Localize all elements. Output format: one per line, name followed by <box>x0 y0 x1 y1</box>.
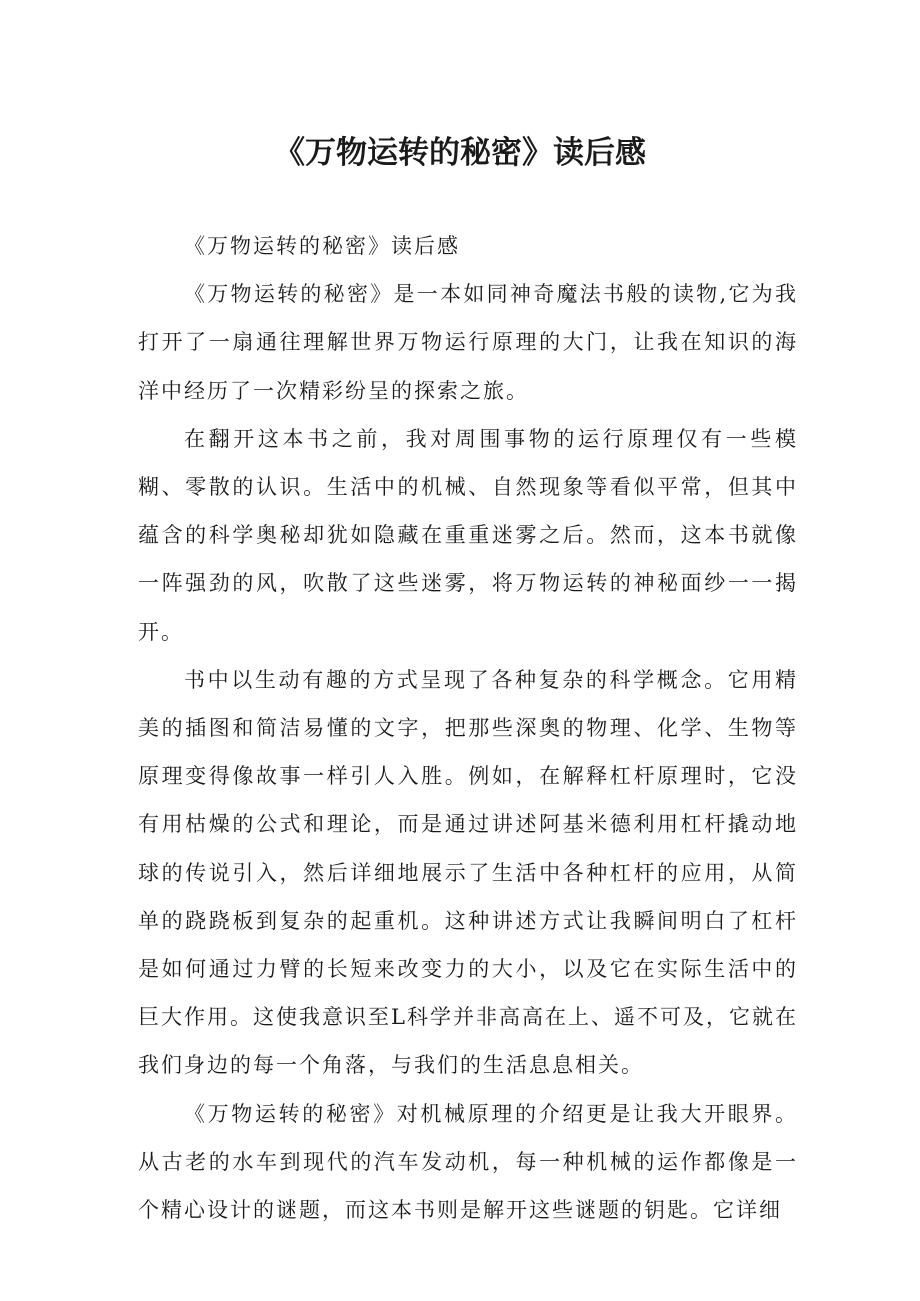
document-body <box>138 222 798 1234</box>
document-subtitle: 《万物运转的秘密》读后感 <box>184 234 460 258</box>
paragraph-2: 在翻开这本书之前，我对周围事物的运行原理仅有一些模糊、零散的认识。生活中的机械、自然现象等看似平常，但其中蕴含的科学奥秘却犹如隐藏在重重迷雾之后。然而，这本书就像一阵强劲的风，吹散了这些迷雾，将万物运转的神秘面纱一一揭开。 <box>138 426 798 644</box>
paragraph-1: 《万物运转的秘密》是一本如同神奇魔法书般的读物,它为我打开了一扇通往理解世界万物运行原理的大门，让我在知识的海洋中经历了一次精彩纷呈的探索之旅。 <box>138 282 798 403</box>
document-title: 《万物运转的秘密》读后感 <box>274 135 646 171</box>
paragraph-3: 书中以生动有趣的方式呈现了各种复杂的科学概念。它用精美的插图和简洁易懂的文字，把那些深奥的物理、化学、生物等原理变得像故事一样引人入胜。例如，在解释杠杆原理时，它没有用枯燥的公式和理论，而是通过讲述阿基米德利用杠杆撬动地球的传说引入，然后详细地展示了生活中各种杠杆的应用，从简单的跷跷板到复杂的起重机。这种讲述方式让我瞬间明白了杠杆是如何通过力臂的长短来改变力的大小，以及它在实际生活中的巨大作用。这使我意识至L科学并非高高在上、遥不可及，它就在我们身边的每一个角落，与我们的生活息息相关。 <box>138 667 798 1078</box>
paragraph-4: 《万物运转的秘密》对机械原理的介绍更是让我大开眼界。从古老的水车到现代的汽车发动机，每一种机械的运作都像是一个精心设计的谜题，而这本书则是解开这些谜题的钥匙。它详细 <box>138 1101 798 1223</box>
